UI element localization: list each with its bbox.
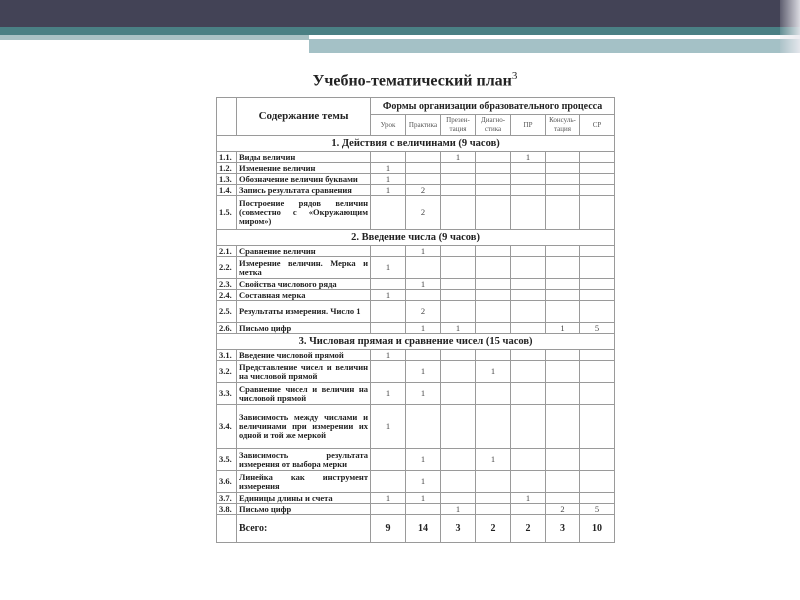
- row-topic: Изменение величин: [237, 163, 371, 174]
- cell-diagnostics: 1: [476, 449, 511, 471]
- cell-practice: [406, 257, 441, 279]
- cell-practice: 1: [406, 361, 441, 383]
- total-num-cell: [217, 515, 237, 543]
- cell-presentation: [441, 246, 476, 257]
- total-label: Всего:: [237, 515, 371, 543]
- row-topic: Измерение величин. Мерка и метка: [237, 257, 371, 279]
- cell-diagnostics: [476, 301, 511, 323]
- row-topic: Обозначение величин буквами: [237, 174, 371, 185]
- cell-pr: [511, 323, 546, 334]
- cell-consultation: [546, 257, 580, 279]
- cell-sr: [580, 152, 615, 163]
- cell-practice: [406, 152, 441, 163]
- header-topic: Содержание темы: [237, 98, 371, 136]
- cell-presentation: [441, 174, 476, 185]
- cell-presentation: [441, 383, 476, 405]
- total-consultation: 3: [546, 515, 580, 543]
- row-number: 1.2.: [217, 163, 237, 174]
- cell-lesson: [371, 196, 406, 230]
- cell-sr: [580, 290, 615, 301]
- table-row: [217, 163, 615, 174]
- cell-practice: 1: [406, 383, 441, 405]
- cell-presentation: [441, 471, 476, 493]
- cell-sr: 5: [580, 504, 615, 515]
- table-row: [217, 152, 615, 163]
- cell-presentation: [441, 185, 476, 196]
- cell-pr: [511, 279, 546, 290]
- table-row: [217, 185, 615, 196]
- cell-practice: 2: [406, 185, 441, 196]
- row-number: 2.5.: [217, 301, 237, 323]
- table-row: [217, 196, 615, 230]
- cell-pr: [511, 504, 546, 515]
- cell-lesson: [371, 361, 406, 383]
- row-number: 1.5.: [217, 196, 237, 230]
- row-topic: Запись результата сравнения: [237, 185, 371, 196]
- cell-consultation: [546, 163, 580, 174]
- cell-sr: [580, 493, 615, 504]
- table-row: [217, 361, 615, 383]
- header-col-sr: СР: [580, 115, 615, 136]
- total-lesson: 9: [371, 515, 406, 543]
- cell-sr: [580, 279, 615, 290]
- row-topic: Сравнение величин: [237, 246, 371, 257]
- header-col-diagnostics: Диагно-стика: [476, 115, 511, 136]
- cell-diagnostics: [476, 152, 511, 163]
- cell-presentation: [441, 449, 476, 471]
- cell-sr: [580, 174, 615, 185]
- header-col-presentation: Презен-тация: [441, 115, 476, 136]
- table-row: [217, 174, 615, 185]
- header-col-consultation: Консуль-тация: [546, 115, 580, 136]
- total-practice: 14: [406, 515, 441, 543]
- row-topic: Сравнение чисел и величин на числовой прямой: [237, 383, 371, 405]
- cell-practice: 1: [406, 493, 441, 504]
- row-topic: Письмо цифр: [237, 504, 371, 515]
- header-row-1: [217, 98, 615, 115]
- row-number: 2.2.: [217, 257, 237, 279]
- total-presentation: 3: [441, 515, 476, 543]
- cell-diagnostics: [476, 323, 511, 334]
- cell-presentation: [441, 290, 476, 301]
- header-band-light-left: [0, 35, 309, 40]
- cell-pr: [511, 257, 546, 279]
- table-row: [217, 279, 615, 290]
- cell-consultation: 1: [546, 323, 580, 334]
- row-number: 1.4.: [217, 185, 237, 196]
- cell-pr: [511, 163, 546, 174]
- cell-practice: [406, 290, 441, 301]
- cell-presentation: 1: [441, 323, 476, 334]
- cell-consultation: [546, 350, 580, 361]
- cell-practice: 1: [406, 246, 441, 257]
- cell-sr: [580, 405, 615, 449]
- cell-diagnostics: [476, 493, 511, 504]
- row-number: 3.4.: [217, 405, 237, 449]
- cell-pr: [511, 350, 546, 361]
- row-number: 2.1.: [217, 246, 237, 257]
- cell-practice: [406, 174, 441, 185]
- cell-sr: [580, 471, 615, 493]
- cell-practice: 1: [406, 471, 441, 493]
- cell-lesson: [371, 246, 406, 257]
- row-number: 1.1.: [217, 152, 237, 163]
- table-row: [217, 405, 615, 449]
- cell-lesson: 1: [371, 405, 406, 449]
- cell-practice: [406, 405, 441, 449]
- row-topic: Построение рядов величин (совместно с «Окружающим миром»): [237, 196, 371, 230]
- cell-pr: [511, 246, 546, 257]
- row-topic: Единицы длины и счета: [237, 493, 371, 504]
- cell-lesson: [371, 323, 406, 334]
- cell-presentation: [441, 196, 476, 230]
- cell-pr: [511, 185, 546, 196]
- cell-presentation: 1: [441, 504, 476, 515]
- cell-consultation: [546, 174, 580, 185]
- cell-consultation: [546, 301, 580, 323]
- cell-consultation: [546, 383, 580, 405]
- cell-sr: [580, 361, 615, 383]
- row-topic: Представление чисел и величин на числовой прямой: [237, 361, 371, 383]
- cell-lesson: 1: [371, 174, 406, 185]
- cell-consultation: [546, 449, 580, 471]
- cell-sr: [580, 383, 615, 405]
- title-text: Учебно-тематический план: [312, 72, 512, 90]
- cell-presentation: [441, 163, 476, 174]
- row-number: 3.2.: [217, 361, 237, 383]
- row-number: 3.6.: [217, 471, 237, 493]
- row-number: 2.3.: [217, 279, 237, 290]
- row-number: 1.3.: [217, 174, 237, 185]
- header-col-lesson: Урок: [371, 115, 406, 136]
- title-footnote: 3: [511, 70, 518, 82]
- row-topic: Зависимость результата измерения от выбора мерки: [237, 449, 371, 471]
- cell-pr: [511, 471, 546, 493]
- row-number: 3.1.: [217, 350, 237, 361]
- total-diagnostics: 2: [476, 515, 511, 543]
- cell-pr: 1: [511, 152, 546, 163]
- header-col-practice: Практика: [406, 115, 441, 136]
- cell-consultation: [546, 246, 580, 257]
- cell-pr: [511, 290, 546, 301]
- cell-diagnostics: [476, 350, 511, 361]
- cell-pr: 1: [511, 493, 546, 504]
- cell-diagnostics: [476, 163, 511, 174]
- cell-lesson: 1: [371, 493, 406, 504]
- table-row: [217, 493, 615, 504]
- header-forms-group: Формы организации образовательного процесса: [371, 98, 615, 115]
- section-row: [217, 230, 615, 246]
- cell-diagnostics: [476, 471, 511, 493]
- cell-presentation: [441, 361, 476, 383]
- cell-sr: [580, 301, 615, 323]
- total-sr: 10: [580, 515, 615, 543]
- cell-pr: [511, 196, 546, 230]
- cell-practice: [406, 350, 441, 361]
- cell-diagnostics: [476, 279, 511, 290]
- cell-presentation: 1: [441, 152, 476, 163]
- cell-lesson: [371, 279, 406, 290]
- cell-diagnostics: 1: [476, 361, 511, 383]
- section-title: 2. Введение числа (9 часов): [217, 230, 615, 246]
- cell-consultation: [546, 196, 580, 230]
- table-row: [217, 449, 615, 471]
- cell-pr: [511, 383, 546, 405]
- cell-pr: [511, 449, 546, 471]
- table-row: [217, 323, 615, 334]
- cell-diagnostics: [476, 257, 511, 279]
- cell-lesson: [371, 301, 406, 323]
- cell-presentation: [441, 493, 476, 504]
- cell-lesson: 1: [371, 350, 406, 361]
- row-number: 3.8.: [217, 504, 237, 515]
- row-number: 2.4.: [217, 290, 237, 301]
- row-topic: Зависимость между числами и величинами при измерении их одной и той же меркой: [237, 405, 371, 449]
- total-pr: 2: [511, 515, 546, 543]
- cell-pr: [511, 361, 546, 383]
- cell-consultation: [546, 152, 580, 163]
- row-topic: Письмо цифр: [237, 323, 371, 334]
- table-row: [217, 257, 615, 279]
- cell-diagnostics: [476, 383, 511, 405]
- cell-consultation: [546, 185, 580, 196]
- cell-sr: [580, 196, 615, 230]
- cell-diagnostics: [476, 290, 511, 301]
- cell-lesson: [371, 449, 406, 471]
- cell-consultation: [546, 471, 580, 493]
- cell-lesson: [371, 471, 406, 493]
- cell-lesson: 1: [371, 383, 406, 405]
- cell-pr: [511, 301, 546, 323]
- row-topic: Результаты измерения. Число 1: [237, 301, 371, 323]
- cell-presentation: [441, 350, 476, 361]
- section-row: [217, 334, 615, 350]
- cell-consultation: [546, 279, 580, 290]
- cell-consultation: [546, 405, 580, 449]
- table-row: [217, 471, 615, 493]
- row-number: 3.3.: [217, 383, 237, 405]
- table-row: [217, 290, 615, 301]
- cell-diagnostics: [476, 405, 511, 449]
- cell-lesson: 1: [371, 185, 406, 196]
- cell-consultation: [546, 361, 580, 383]
- cell-presentation: [441, 301, 476, 323]
- cell-consultation: [546, 493, 580, 504]
- row-topic: Введение числовой прямой: [237, 350, 371, 361]
- header-band-teal: [0, 27, 800, 35]
- cell-sr: [580, 350, 615, 361]
- cell-practice: 2: [406, 301, 441, 323]
- section-title: 1. Действия с величинами (9 часов): [217, 136, 615, 152]
- header-num-cell: [217, 98, 237, 136]
- cell-presentation: [441, 279, 476, 290]
- header-band-dark: [0, 0, 800, 27]
- header-band-light-right: [309, 39, 800, 53]
- row-topic: Свойства числового ряда: [237, 279, 371, 290]
- cell-lesson: 1: [371, 290, 406, 301]
- section-row: [217, 136, 615, 152]
- cell-sr: [580, 449, 615, 471]
- cell-practice: 1: [406, 279, 441, 290]
- table-row: [217, 301, 615, 323]
- row-number: 3.5.: [217, 449, 237, 471]
- table-row: [217, 350, 615, 361]
- row-topic: Составная мерка: [237, 290, 371, 301]
- cell-sr: [580, 163, 615, 174]
- cell-pr: [511, 405, 546, 449]
- cell-practice: 2: [406, 196, 441, 230]
- cell-lesson: [371, 152, 406, 163]
- table-row: [217, 383, 615, 405]
- cell-sr: 5: [580, 323, 615, 334]
- cell-practice: [406, 163, 441, 174]
- cell-lesson: 1: [371, 163, 406, 174]
- curriculum-table: [216, 97, 615, 543]
- cell-lesson: [371, 504, 406, 515]
- cell-presentation: [441, 405, 476, 449]
- cell-practice: 1: [406, 449, 441, 471]
- total-row: [217, 515, 615, 543]
- section-title: 3. Числовая прямая и сравнение чисел (15 часов): [217, 334, 615, 350]
- row-topic: Виды величин: [237, 152, 371, 163]
- cell-diagnostics: [476, 185, 511, 196]
- row-topic: Линейка как инструмент измерения: [237, 471, 371, 493]
- cell-practice: 1: [406, 323, 441, 334]
- cell-consultation: [546, 290, 580, 301]
- cell-diagnostics: [476, 174, 511, 185]
- cell-pr: [511, 174, 546, 185]
- header-col-pr: ПР: [511, 115, 546, 136]
- table-row: [217, 504, 615, 515]
- table-row: [217, 246, 615, 257]
- cell-sr: [580, 246, 615, 257]
- cell-lesson: 1: [371, 257, 406, 279]
- document-title: [216, 70, 614, 90]
- row-number: 3.7.: [217, 493, 237, 504]
- header-band-fade: [780, 0, 800, 53]
- cell-sr: [580, 257, 615, 279]
- row-number: 2.6.: [217, 323, 237, 334]
- cell-diagnostics: [476, 504, 511, 515]
- cell-diagnostics: [476, 196, 511, 230]
- cell-presentation: [441, 257, 476, 279]
- cell-sr: [580, 185, 615, 196]
- cell-diagnostics: [476, 246, 511, 257]
- cell-practice: [406, 504, 441, 515]
- cell-consultation: 2: [546, 504, 580, 515]
